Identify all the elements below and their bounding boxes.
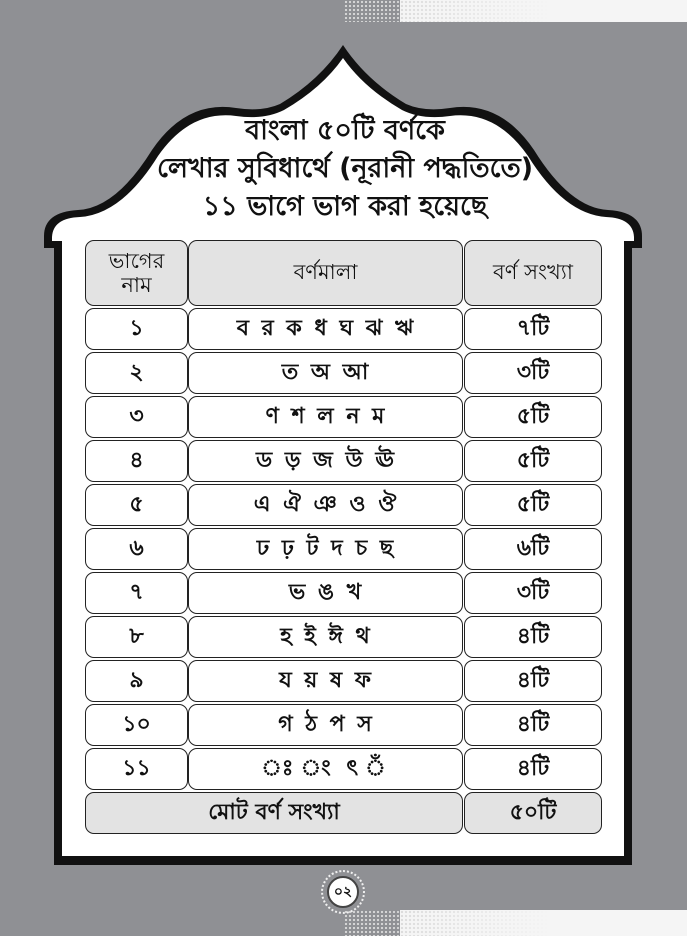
group-number: ৫ <box>85 484 188 526</box>
group-letters: ঃ ং ৎ ঁ <box>188 748 463 790</box>
group-number: ৪ <box>85 440 188 482</box>
total-count: ৫০টি <box>464 792 602 834</box>
group-number: ৩ <box>85 396 188 438</box>
table-header-row <box>84 239 604 307</box>
table-row <box>84 571 604 615</box>
table-row <box>84 703 604 747</box>
group-number: ৬ <box>85 528 188 570</box>
group-count: ৪টি <box>464 616 602 658</box>
group-count: ৪টি <box>464 704 602 746</box>
group-count: ৭টি <box>464 308 602 350</box>
page-title <box>90 112 600 226</box>
table-row <box>84 395 604 439</box>
table-row <box>84 659 604 703</box>
group-number: ৯ <box>85 660 188 702</box>
group-letters: ত অ আ <box>188 352 463 394</box>
group-count: ৪টি <box>464 748 602 790</box>
header-letter-count: বর্ণ সংখ্যা <box>464 240 602 306</box>
table-row <box>84 307 604 351</box>
page-number: ০২ <box>327 876 359 908</box>
group-letters: এ ঐ ঞ ও ঔ <box>188 484 463 526</box>
header-alphabet: বর্ণমালা <box>188 240 463 306</box>
table-row <box>84 351 604 395</box>
group-letters: য য় ষ ফ <box>188 660 463 702</box>
group-number: ১১ <box>85 748 188 790</box>
group-count: ৫টি <box>464 440 602 482</box>
group-letters: গ ঠ প স <box>188 704 463 746</box>
table-row <box>84 439 604 483</box>
group-number: ৮ <box>85 616 188 658</box>
group-count: ৩টি <box>464 572 602 614</box>
group-letters: ড ড় জ উ ঊ <box>188 440 463 482</box>
group-letters: ণ শ ল ন ম <box>188 396 463 438</box>
table-row <box>84 747 604 791</box>
group-count: ৫টি <box>464 484 602 526</box>
group-count: ৬টি <box>464 528 602 570</box>
group-letters: ব র ক ধ ঘ ঝ ঋ <box>188 308 463 350</box>
table-row <box>84 615 604 659</box>
table-row <box>84 483 604 527</box>
group-letters: ঢ ঢ় ট দ চ ছ <box>188 528 463 570</box>
total-label: মোট বর্ণ সংখ্যা <box>85 792 463 834</box>
title-line-3: ১১ ভাগে ভাগ করা হয়েছে <box>202 191 488 222</box>
header-group-name: ভাগের নাম <box>85 240 188 306</box>
title-line-1: বাংলা ৫০টি বর্ণকে <box>245 115 445 146</box>
group-count: ৪টি <box>464 660 602 702</box>
group-number: ২ <box>85 352 188 394</box>
table-row <box>84 527 604 571</box>
group-letters: হ ই ঈ থ <box>188 616 463 658</box>
group-number: ১ <box>85 308 188 350</box>
group-number: ৭ <box>85 572 188 614</box>
group-count: ৫টি <box>464 396 602 438</box>
group-number: ১০ <box>85 704 188 746</box>
table-total-row <box>84 791 604 835</box>
title-line-2: লেখার সুবিধার্থে (নূরানী পদ্ধতিতে) <box>156 153 534 184</box>
group-letters: ভ ঙ খ <box>188 572 463 614</box>
group-count: ৩টি <box>464 352 602 394</box>
alphabet-group-table <box>84 239 604 835</box>
